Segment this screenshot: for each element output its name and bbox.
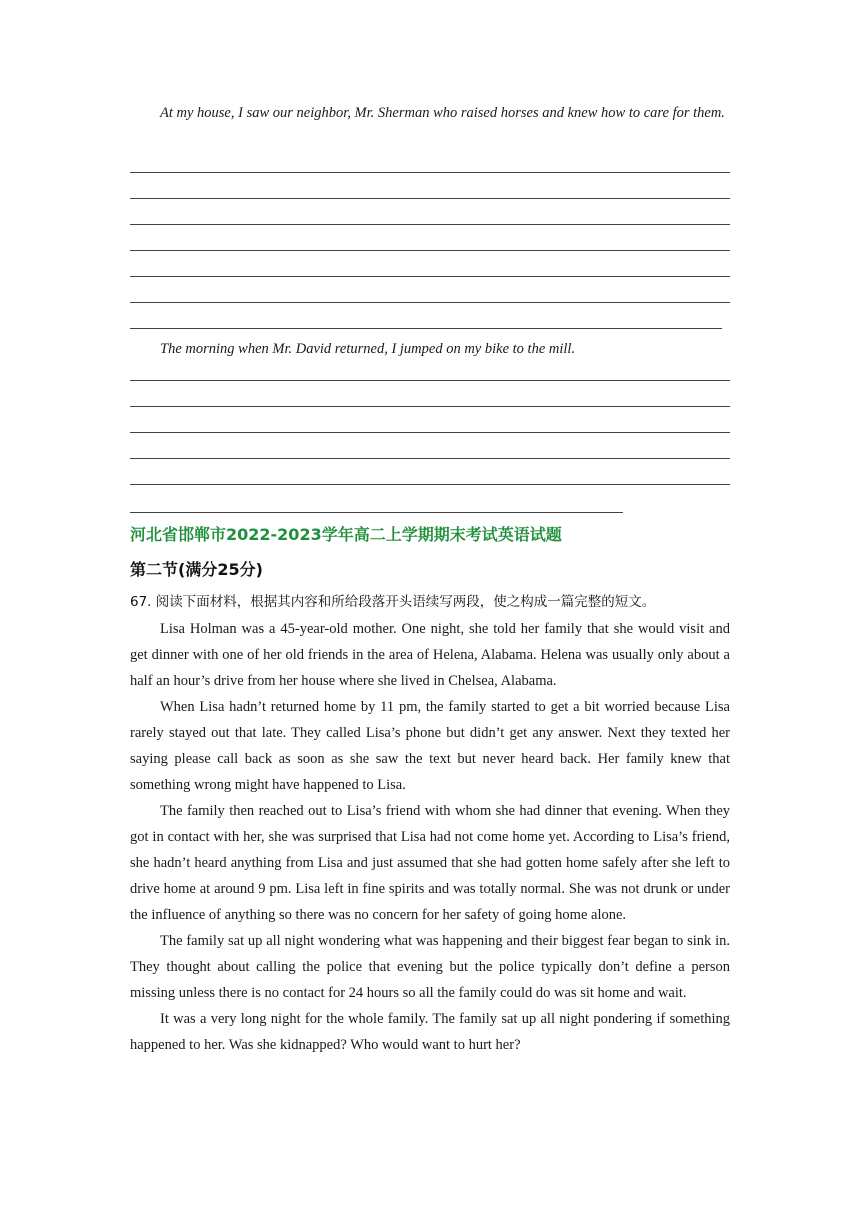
question-instruction: 67. 阅读下面材料，根据其内容和所给段落开头语续写两段，使之构成一篇完整的短文。	[130, 594, 656, 610]
reading-passage	[130, 616, 730, 1058]
answer-line	[130, 380, 730, 381]
answer-line	[130, 250, 730, 251]
answer-line	[130, 406, 730, 407]
answer-line	[130, 512, 623, 513]
paragraph-two-opening: The morning when Mr. David returned, I jumped on my bike to the mill.	[160, 341, 576, 357]
paragraph-one-opening: At my house, I saw our neighbor, Mr. Sherman who raised horses and knew how to care for them.	[160, 105, 725, 121]
exam-title: 河北省邯郸市2022-2023学年高二上学期期末考试英语试题	[130, 525, 562, 544]
answer-line	[130, 198, 730, 199]
passage-paragraph: It was a very long night for the whole family. The family sat up all night pondering if something happened to her. Was she kidnapped? Who would want to hurt her?	[130, 1011, 730, 1053]
answer-line	[130, 224, 730, 225]
passage-paragraph: The family sat up all night wondering what was happening and their biggest fear began to sink in. They thought about calling the police that evening but the police typically don’t define a person missing unless there is no contact for 24 hours so all the family could do was sit home and wait.	[130, 933, 730, 1001]
answer-line	[130, 172, 730, 173]
passage-paragraph: When Lisa hadn’t returned home by 11 pm, the family started to get a bit worried because Lisa rarely stayed out that late. They called Lisa’s phone but didn’t get any answer. Next they texted her saying please call back as soon as she saw the text but never heard back. Her family knew that something wrong might have happened to Lisa.	[130, 699, 730, 793]
answer-line	[130, 302, 730, 303]
answer-line	[130, 328, 722, 329]
section-heading: 第二节(满分25分)	[130, 560, 263, 579]
answer-line	[130, 458, 730, 459]
answer-line	[130, 484, 730, 485]
answer-line	[130, 432, 730, 433]
answer-line	[130, 276, 730, 277]
passage-paragraph: Lisa Holman was a 45-year-old mother. One night, she told her family that she would visit and get dinner with one of her old friends in the area of Helena, Alabama. Helena was usually only about a half an hour’s drive from her house where she lived in Chelsea, Alabama.	[130, 621, 730, 689]
passage-paragraph: The family then reached out to Lisa’s friend with whom she had dinner that evening. When they got in contact with her, she was surprised that Lisa had not come home yet. According to Lisa’s friend, she hadn’t heard anything from Lisa and just assumed that she had gotten home safely after she left to drive home at around 9 pm. Lisa left in fine spirits and was totally normal. She was not drunk or under the influence of anything so there was no concern for her safety of going home alone.	[130, 803, 730, 923]
